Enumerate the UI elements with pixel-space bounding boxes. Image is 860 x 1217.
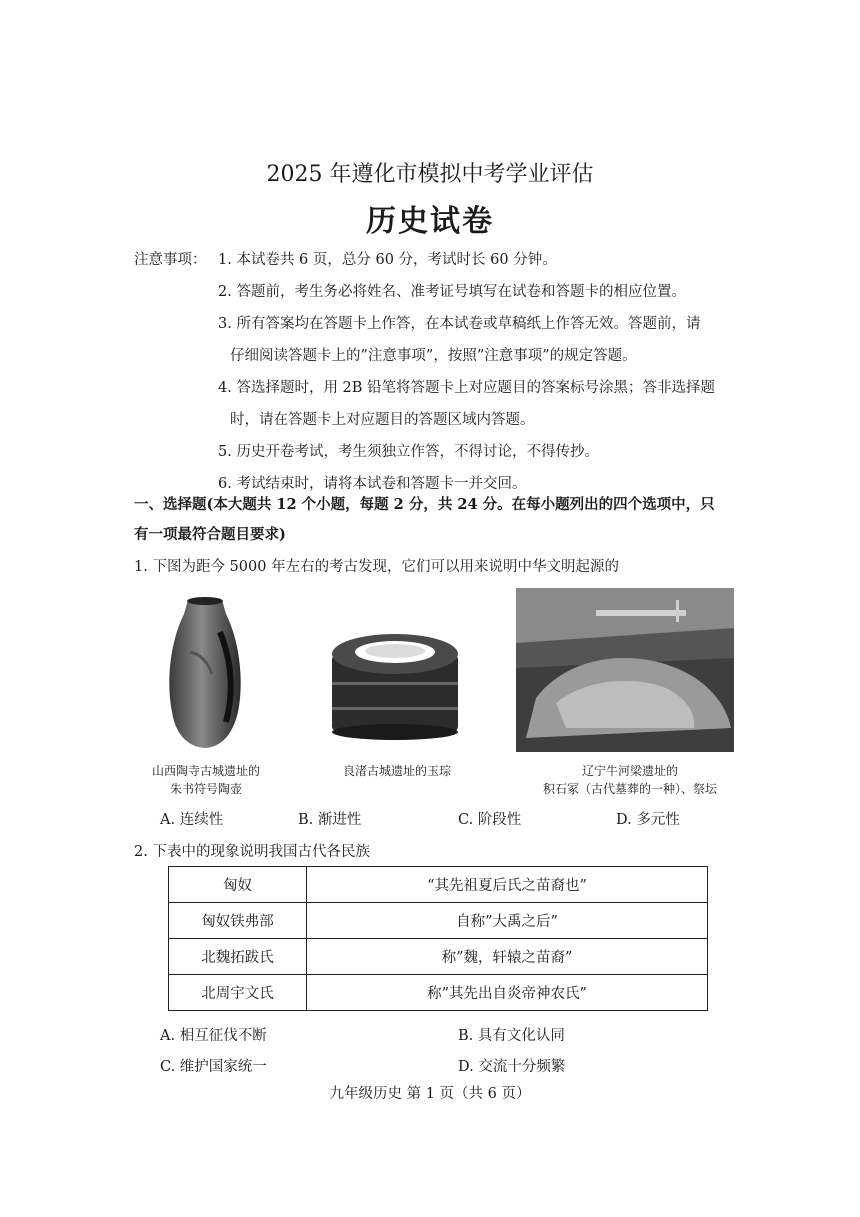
- note-item: 3. 所有答案均在答题卡上作答，在本试卷或草稿纸上作答无效。答题前，请: [218, 316, 701, 332]
- caption-burial-mound: 辽宁牛河梁遗址的 积石冢（古代墓葬的一种）、祭坛: [542, 764, 717, 796]
- note-item: 2. 答题前，考生务必将姓名、准考证号填写在试卷和答题卡的相应位置。: [218, 284, 686, 300]
- note-item: 4. 答选择题时，用 2B 铅笔将答题卡上对应题目的答案标号涂黑；答非选择题: [218, 380, 716, 396]
- table-row: [169, 903, 708, 939]
- question-1-stem: 1. 下图为距今 5000 年左右的考古发现，它们可以用来说明中华文明起源的: [134, 559, 620, 575]
- notes-block: [134, 244, 744, 500]
- option-a[interactable]: A. 相互征伐不断: [160, 1028, 267, 1044]
- note-item: 5. 历史开卷考试，考生须独立作答，不得讨论，不得传抄。: [218, 444, 599, 460]
- table-cell: 匈奴: [169, 867, 307, 903]
- option-a[interactable]: A. 连续性: [160, 812, 224, 828]
- note-item: 1. 本试卷共 6 页，总分 60 分，考试时长 60 分钟。: [218, 252, 557, 268]
- table-cell: 自称”大禹之后”: [307, 903, 708, 939]
- table-cell: 称”魏，轩辕之苗裔”: [307, 939, 708, 975]
- caption-pottery: 山西陶寺古城遗址的 朱书符号陶壶: [151, 764, 260, 796]
- table-row: [169, 939, 708, 975]
- section-heading-line: 一、选择题(本大题共 12 个小题，每题 2 分，共 24 分。在每小题列出的四个选项中，只: [134, 496, 715, 513]
- option-b[interactable]: B. 具有文化认同: [458, 1028, 565, 1044]
- question-2-stem: 2. 下表中的现象说明我国古代各民族: [134, 844, 370, 860]
- table-cell: 匈奴铁弗部: [169, 903, 307, 939]
- table-cell: 北魏拓跋氏: [169, 939, 307, 975]
- table-cell: “其先祖夏后氏之苗裔也”: [307, 867, 708, 903]
- option-c[interactable]: C. 维护国家统一: [160, 1059, 267, 1075]
- section-heading-line: 有一项最符合题目要求): [134, 526, 286, 543]
- option-d[interactable]: D. 交流十分频繁: [458, 1059, 566, 1075]
- jade-cong-image: [328, 622, 463, 742]
- page-footer: 九年级历史 第 1 页（共 6 页）: [329, 1086, 531, 1102]
- notes-label: 注意事项：: [134, 252, 207, 268]
- table-cell: 北周宇文氏: [169, 975, 307, 1011]
- section-heading: [134, 490, 744, 550]
- ethnic-origins-table: [168, 866, 708, 1011]
- option-c[interactable]: C. 阶段性: [458, 812, 522, 828]
- note-row: [134, 244, 744, 276]
- table-cell: 称”其先出自炎帝神农氏”: [307, 975, 708, 1011]
- exam-title: 2025 年遵化市模拟中考学业评估: [266, 162, 594, 187]
- note-item-continued: 时，请在答题卡上对应题目的答题区域内答题。: [230, 412, 535, 428]
- option-d[interactable]: D. 多元性: [616, 812, 680, 828]
- pottery-jar-image: [160, 592, 250, 752]
- subject-title: 历史试卷: [366, 204, 494, 239]
- burial-mound-image: [516, 588, 734, 752]
- note-item-continued: 仔细阅读答题卡上的”注意事项”，按照”注意事项”的规定答题。: [230, 348, 637, 364]
- table-row: [169, 867, 708, 903]
- note-item: 6. 考试结束时，请将本试卷和答题卡一并交回。: [218, 476, 527, 492]
- table-row: [169, 975, 708, 1011]
- option-b[interactable]: B. 渐进性: [298, 812, 362, 828]
- caption-jade-cong: 良渚古城遗址的玉琮: [342, 764, 451, 778]
